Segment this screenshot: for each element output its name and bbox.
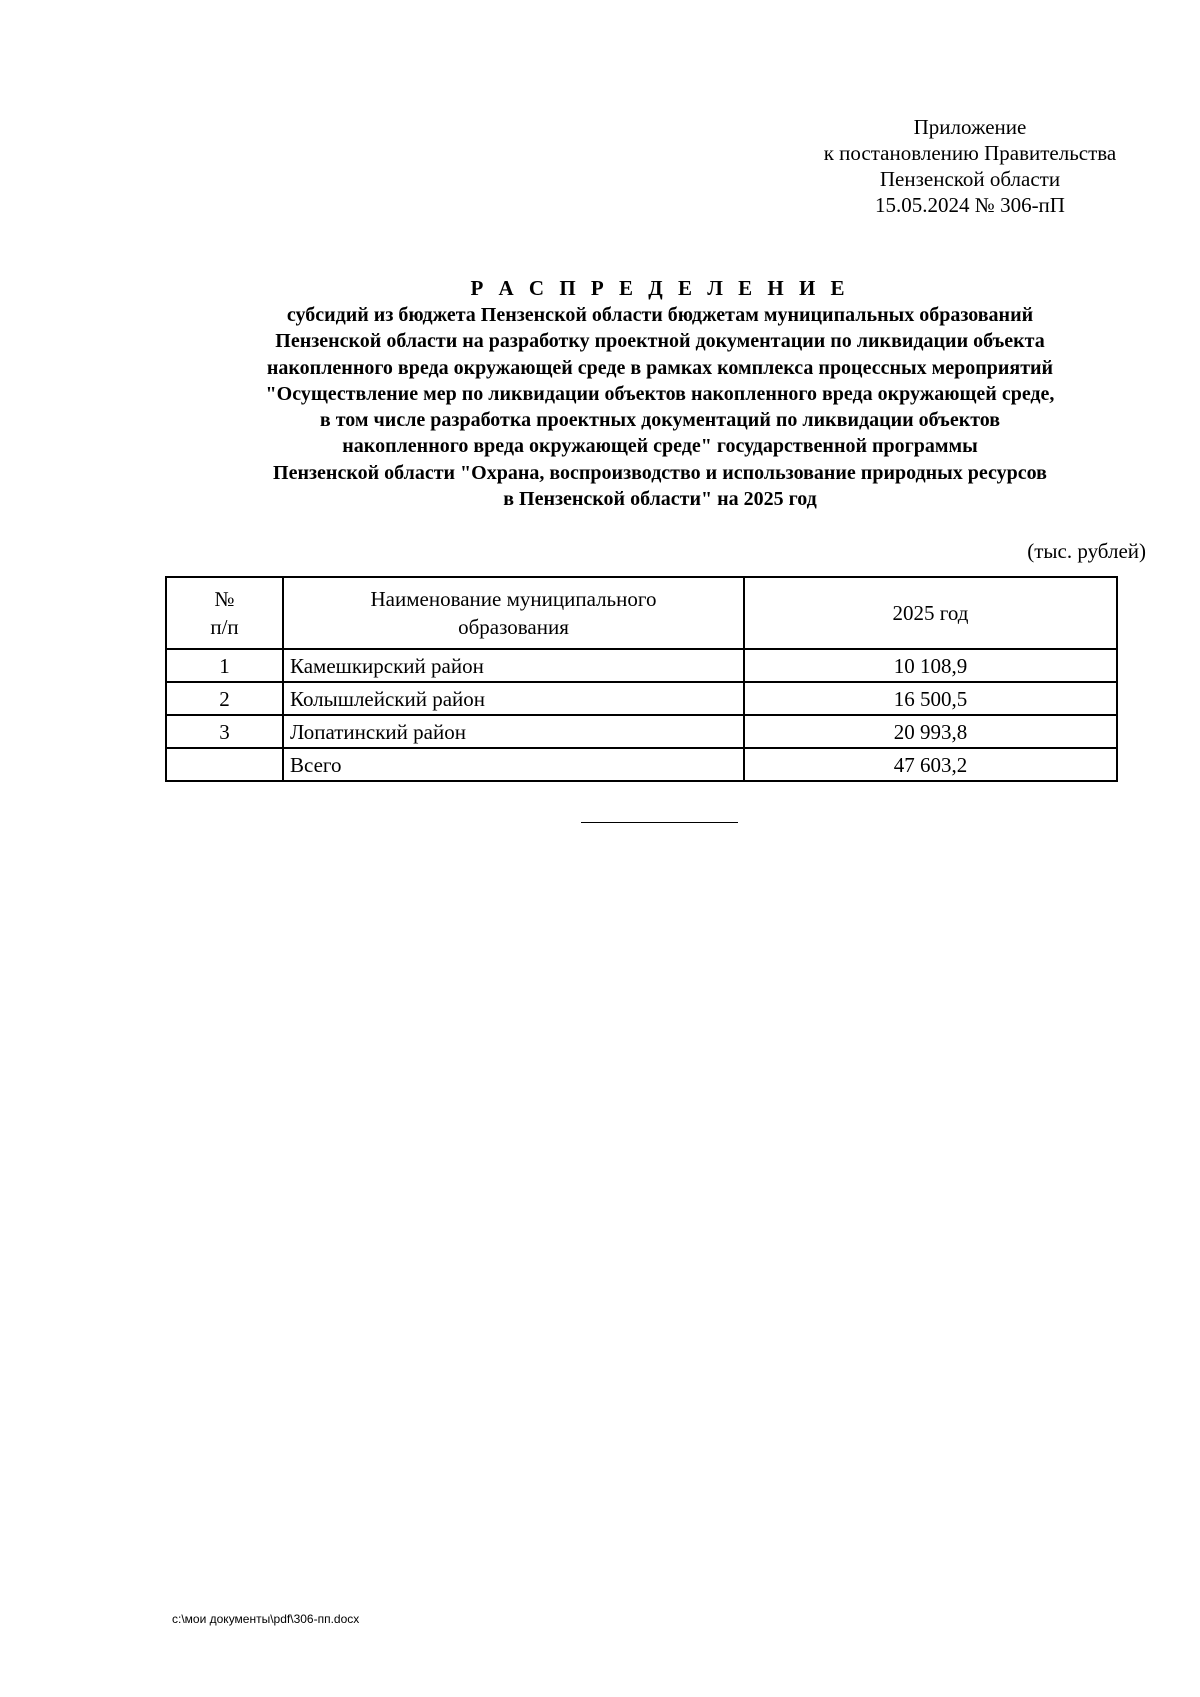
subtitle-line: накопленного вреда окружающей среде в рамках комплекса процессных мероприятий: [266, 356, 1054, 379]
table-row: [166, 715, 1117, 748]
subtitle-line: в Пензенской области" на 2025 год: [503, 488, 817, 511]
row-number: 3: [166, 715, 283, 748]
header-municipality-line1: Наименование муниципального: [370, 587, 657, 611]
header-number: [166, 577, 283, 649]
annex-block: [790, 114, 1150, 218]
table-row: [166, 649, 1117, 682]
annex-decree-ref: к постановлению Правительства: [823, 141, 1117, 165]
row-amount: 10 108,9: [744, 649, 1117, 682]
units-label: (тыс. рублей): [1027, 539, 1146, 563]
header-number-line1: №: [214, 587, 235, 611]
document-subtitle: [140, 302, 1180, 512]
footer-file-path: c:\мои документы\pdf\306-пп.docx: [172, 1612, 360, 1626]
row-amount: 16 500,5: [744, 682, 1117, 715]
header-municipality-line2: образования: [458, 615, 569, 639]
subtitle-line: накопленного вреда окружающей среде" государственной программы: [342, 435, 978, 458]
row-number: 2: [166, 682, 283, 715]
title-block: [140, 274, 1180, 512]
subtitle-line: Пензенской области на разработку проектной документации по ликвидации объекта: [275, 330, 1045, 353]
row-municipality: Лопатинский район: [283, 715, 744, 748]
row-amount: 20 993,8: [744, 715, 1117, 748]
subtitle-line: Пензенской области "Охрана, воспроизводство и использование природных ресурсов: [273, 461, 1047, 484]
annex-region: Пензенской области: [879, 167, 1061, 191]
row-municipality: Колышлейский район: [283, 682, 744, 715]
header-number-line2: п/п: [210, 615, 239, 639]
table-row: [166, 682, 1117, 715]
total-amount: 47 603,2: [744, 748, 1117, 781]
table-header-row: [166, 577, 1117, 649]
subtitle-line: субсидий из бюджета Пензенской области бюджетам муниципальных образований: [286, 304, 1034, 326]
annex-label: Приложение: [913, 115, 1027, 139]
subtitle-line: в том числе разработка проектных документаций по ликвидации объектов: [319, 409, 1001, 432]
distribution-table: [165, 576, 1118, 782]
total-number: [166, 748, 283, 781]
end-divider: [581, 822, 738, 823]
subtitle-line: "Осуществление мер по ликвидации объектов накопленного вреда окружающей среде,: [265, 382, 1055, 405]
row-municipality: Камешкирский район: [283, 649, 744, 682]
row-number: 1: [166, 649, 283, 682]
annex-date-number: 15.05.2024 № 306-пП: [875, 193, 1065, 217]
table-total-row: [166, 748, 1117, 781]
header-year: 2025 год: [744, 577, 1117, 649]
document-title: Р А С П Р Е Д Е Л Е Н И Е: [470, 276, 850, 300]
header-municipality: [283, 577, 744, 649]
total-label: Всего: [283, 748, 744, 781]
